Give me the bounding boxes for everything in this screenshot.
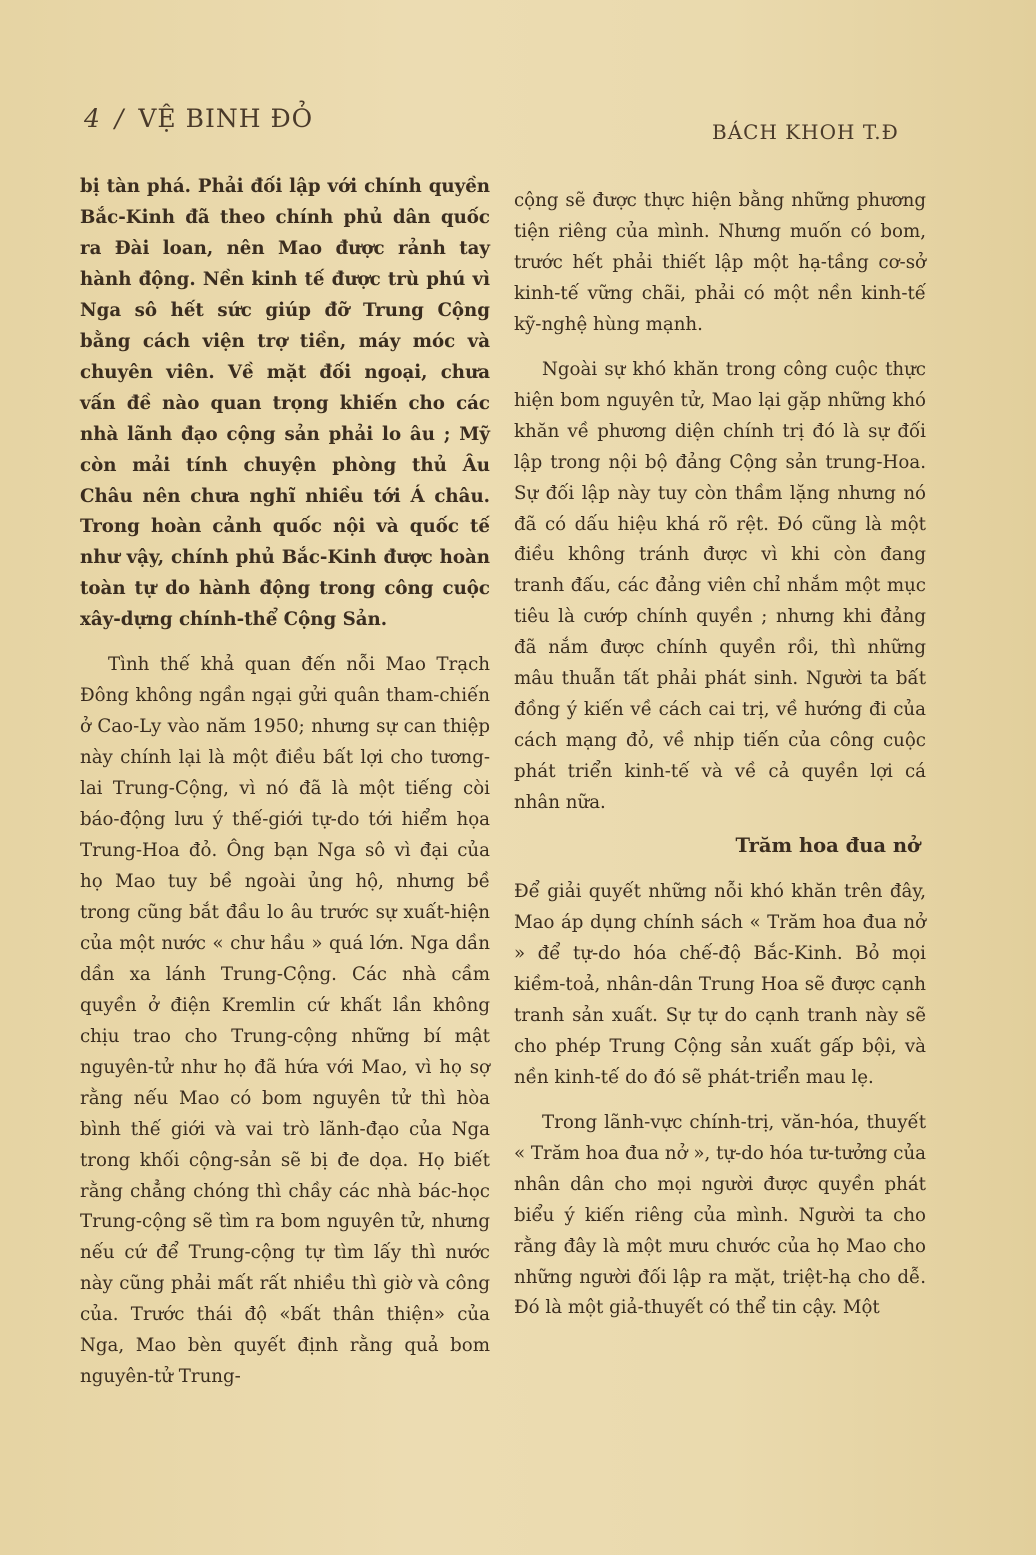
section-header-title: VỆ BINH ĐỎ (138, 104, 314, 133)
right-paragraph-1: cộng sẽ được thực hiện bằng những phương tiện riêng của mình. Nhưng muốn có bom, trước hết phải thiết lập một hạ-tầng cơ-sở kinh-tế vững chãi, phải có một nền kinh-tế kỹ-nghệ hùng mạnh. (514, 190, 926, 335)
paragraph-gap (80, 636, 490, 650)
right-paragraph-3: Để giải quyết những nỗi khó khăn trên đây, Mao áp dụng chính sách « Trăm hoa đua nở » để tự-do hóa chế-độ Bắc-Kinh. Bỏ mọi kiềm-toả, nhân-dân Trung Hoa sẽ được cạnh tranh sản xuất. Sự tự do cạnh tranh này sẽ cho phép Trung Cộng sản xuất gấp bội, và nền kinh-tế do đó sẽ phát-triển mau lẹ. (514, 881, 926, 1088)
right-paragraph-2: Ngoài sự khó khăn trong công cuộc thực hiện bom nguyên tử, Mao lại gặp những khó khăn về phương diện chính trị đó là sự đối lập trong nội bộ đảng Cộng sản trung-Hoa. Sự đối lập này tuy còn thầm lặng nhưng nó đã có dấu hiệu khá rõ rệt. Đó cũng là một điều không tránh được vì khi còn đang tranh đấu, các đảng viên chỉ nhắm một mục tiêu là cướp chính quyền ; nhưng khi đảng đã nắm được chính quyền rồi, thì những mâu thuẫn tất phải phát sinh. Người ta bất đồng ý kiến về cách cai trị, về hướng đi của cách mạng đỏ, về nhịp tiến của công cuộc phát triển kinh-tế và về cả quyền lợi cá nhân nữa. (514, 358, 926, 814)
paragraph-gap (514, 341, 926, 355)
section-heading: Trăm hoa đua nở (735, 834, 920, 858)
running-header-left (84, 104, 313, 133)
header-separator: / (114, 104, 125, 133)
publication-name: BÁCH KHOH T.Đ (712, 120, 899, 144)
left-paragraph-2: Tình thế khả quan đến nỗi Mao Trạch Đông không ngần ngại gửi quân tham-chiến ở Cao-Ly vào năm 1950; nhưng sự can thiệp này chính lại là một điều bất lợi cho tương-lai Trung-Cộng, vì nó đã là một tiếng còi báo-động lưu ý thế-giới tự-do tới hiểm họa Trung-Hoa đỏ. Ông bạn Nga sô vì đại của họ Mao tuy bề ngoài ủng hộ, nhưng bề trong cũng bắt đầu lo âu trước sự xuất-hiện của một nước « chư hầu » quá lớn. Nga dần dần xa lánh Trung-Cộng. Các nhà cầm quyền ở điện Kremlin cứ khất lần không chịu trao cho Trung-cộng những bí mật nguyên-tử như họ đã hứa với Mao, vì họ sợ rằng nếu Mao có bom nguyên tử thì hòa bình thế giới và vai trò lãnh-đạo của Nga trong khối cộng-sản sẽ bị đe dọa. Họ biết rằng chẳng chóng thì chầy các nhà bác-học Trung-cộng sẽ tìm ra bom nguyên tử, nhưng nếu cứ để Trung-cộng tự tìm lấy thì nước này cũng phải mất rất nhiều thì giờ và công của. Trước thái độ «bất thân thiện» của Nga, Mao bèn quyết định rằng quả bom nguyên-tử Trung- (80, 654, 490, 1388)
page-number: 4 (84, 104, 101, 133)
paragraph-gap (514, 1094, 926, 1108)
left-column (80, 172, 490, 1393)
right-paragraph-4: Trong lãnh-vực chính-trị, văn-hóa, thuyết « Trăm hoa đua nở », tự-do hóa tư-tưởng của nhân dân cho mọi người được quyền phát biểu ý kiến riêng của mình. Người ta cho rằng đây là một mưu chước của họ Mao cho những người đối lập ra mặt, triệt-hạ cho dễ. Đó là một giả-thuyết có thể tin cậy. Một (514, 1111, 926, 1319)
left-paragraph-1: bị tàn phá. Phải đối lập với chính quyền Bắc-Kinh đã theo chính phủ dân quốc ra Đài loan, nên Mao được rảnh tay hành động. Nền kinh tế được trù phú vì Nga sô hết sức giúp đỡ Trung Cộng bằng cách viện trợ tiền, máy móc và chuyên viên. Về mặt đối ngoại, chưa vấn đề nào quan trọng khiến cho các nhà lãnh đạo cộng sản phải lo âu ; Mỹ còn mải tính chuyện phòng thủ Âu Châu nên chưa nghĩ nhiều tới Á châu. Trong hoàn cảnh quốc nội và quốc tế như vậy, chính phủ Bắc-Kinh được hoàn toàn tự do hành động trong công cuộc xây-dựng chính-thể Cộng Sản. (80, 176, 490, 631)
right-column (514, 186, 926, 1324)
